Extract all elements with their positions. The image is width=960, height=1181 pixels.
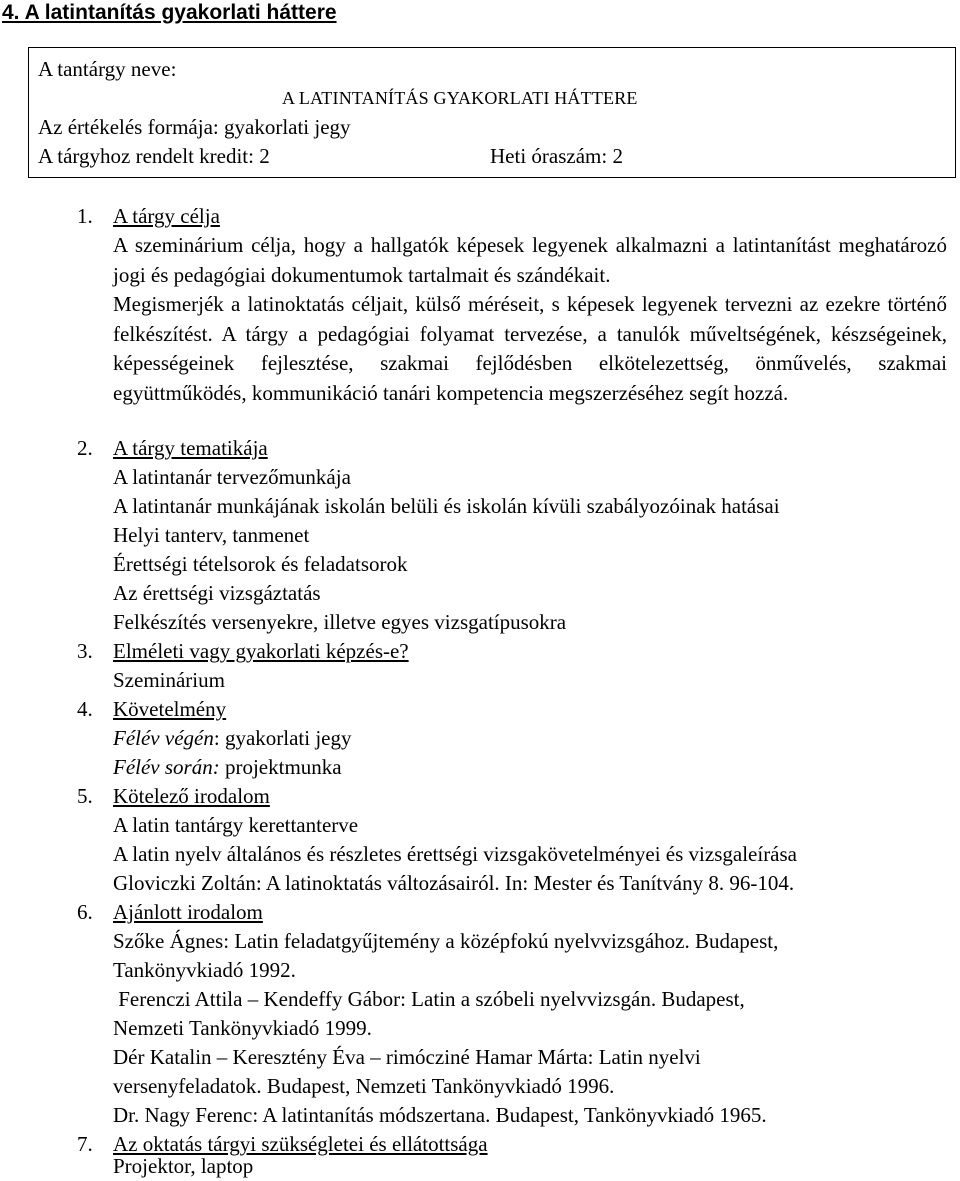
- section-2-header: [77, 434, 268, 463]
- requirement-label: Félév végén: [113, 726, 214, 750]
- list-item: versenyfeladatok. Budapest, Nemzeti Tankönyvkiadó 1996.: [113, 1074, 615, 1098]
- section-1-paragraph-b: Megismerjék a latinoktatás céljait, külső méréseit, s képesek legyenek tervezni az ezekre történő felkészítést. A tárgy a pedagógiai folyamat tervezése, a tanulók műveltségének, készségeinek, képességeinek fejlesztése, szakmai fejlődésben elkötelezettség, önművelés, szakmai együttműködés, kommunikáció tanári kompetencia megszerzéséhez segít hozzá.: [113, 292, 947, 405]
- section-number: 7.: [77, 1132, 93, 1156]
- requirement-during-term: [113, 753, 342, 782]
- section-number: 3.: [77, 639, 93, 663]
- section-title: Követelmény: [113, 697, 227, 721]
- list-item: Szeminárium: [113, 668, 225, 692]
- section-title: Elméleti vagy gyakorlati képzés-e?: [113, 639, 409, 663]
- list-item: A latin tantárgy kerettanterve: [113, 813, 359, 837]
- credit-value: 2: [259, 144, 270, 168]
- requirement-end-of-term: [113, 724, 351, 753]
- hours-label: Heti óraszám:: [490, 144, 613, 168]
- list-item: Projektor, laptop: [113, 1154, 254, 1178]
- list-item: Érettségi tételsorok és feladatsorok: [113, 552, 408, 576]
- section-number: 2.: [77, 436, 93, 460]
- list-item: Tankönyvkiadó 1992.: [113, 958, 296, 982]
- section-number: 6.: [77, 900, 93, 924]
- course-info-box: [28, 47, 956, 178]
- list-item: Ferenczi Attila – Kendeffy Gábor: Latin a szóbeli nyelvvizsgán. Budapest,: [113, 987, 745, 1011]
- requirement-separator: :: [213, 726, 225, 750]
- section-number: 1.: [77, 204, 93, 228]
- section-number: 5.: [77, 784, 93, 808]
- section-title: A tárgy célja: [113, 204, 220, 228]
- document-heading: 4. A latintanítás gyakorlati háttere: [2, 1, 337, 24]
- evaluation-label: Az értékelés formája:: [38, 115, 224, 139]
- section-1-paragraph-a: A szeminárium célja, hogy a hallgatók képesek legyenek alkalmazni a latintanítást meghatározó jogi és pedagógiai dokumentumok tartalmait és szándékait.: [113, 233, 947, 287]
- section-6-header: [77, 898, 263, 927]
- list-item: Dér Katalin – Keresztény Éva – rimócziné Hamar Márta: Latin nyelvi: [113, 1045, 701, 1069]
- hours-line: [490, 142, 623, 171]
- requirement-label: Félév során:: [113, 755, 220, 779]
- credit-line: [38, 142, 270, 171]
- evaluation-line: [38, 113, 351, 142]
- section-5-header: [77, 782, 270, 811]
- subject-label: A tantárgy neve:: [38, 57, 177, 81]
- section-title: Ajánlott irodalom: [113, 900, 263, 924]
- section-title: Az oktatás tárgyi szükségletei és ellátottsága: [113, 1132, 488, 1156]
- list-item: Nemzeti Tankönyvkiadó 1999.: [113, 1016, 372, 1040]
- section-number: 4.: [77, 697, 93, 721]
- subject-name: A LATINTANÍTÁS GYAKORLATI HÁTTERE: [282, 88, 638, 108]
- requirement-value: gyakorlati jegy: [224, 726, 352, 750]
- list-item: Szőke Ágnes: Latin feladatgyűjtemény a középfokú nyelvvizsgához. Budapest,: [113, 929, 779, 953]
- list-item: Gloviczki Zoltán: A latinoktatás változásairól. In: Mester és Tanítvány 8. 96-104.: [113, 871, 795, 895]
- credit-label: A tárgyhoz rendelt kredit:: [38, 144, 260, 168]
- evaluation-value: gyakorlati jegy: [224, 115, 351, 139]
- section-4-header: [77, 695, 226, 724]
- section-title: Kötelező irodalom: [113, 784, 270, 808]
- requirement-value: projektmunka: [224, 755, 342, 779]
- section-1-header: [77, 202, 220, 231]
- list-item: Helyi tanterv, tanmenet: [113, 523, 310, 547]
- list-item: Dr. Nagy Ferenc: A latintanítás módszertana. Budapest, Tankönyvkiadó 1965.: [113, 1103, 767, 1127]
- section-title: A tárgy tematikája: [113, 436, 268, 460]
- list-item: Az érettségi vizsgáztatás: [113, 581, 321, 605]
- list-item: A latin nyelv általános és részletes érettségi vizsgakövetelményei és vizsgaleírása: [113, 842, 797, 866]
- list-item: A latintanár tervezőmunkája: [113, 465, 351, 489]
- hours-value: 2: [612, 144, 623, 168]
- list-item: Felkészítés versenyekre, illetve egyes vizsgatípusokra: [113, 610, 567, 634]
- list-item: A latintanár munkájának iskolán belüli és iskolán kívüli szabályozóinak hatásai: [113, 494, 780, 518]
- section-3-header: [77, 637, 409, 666]
